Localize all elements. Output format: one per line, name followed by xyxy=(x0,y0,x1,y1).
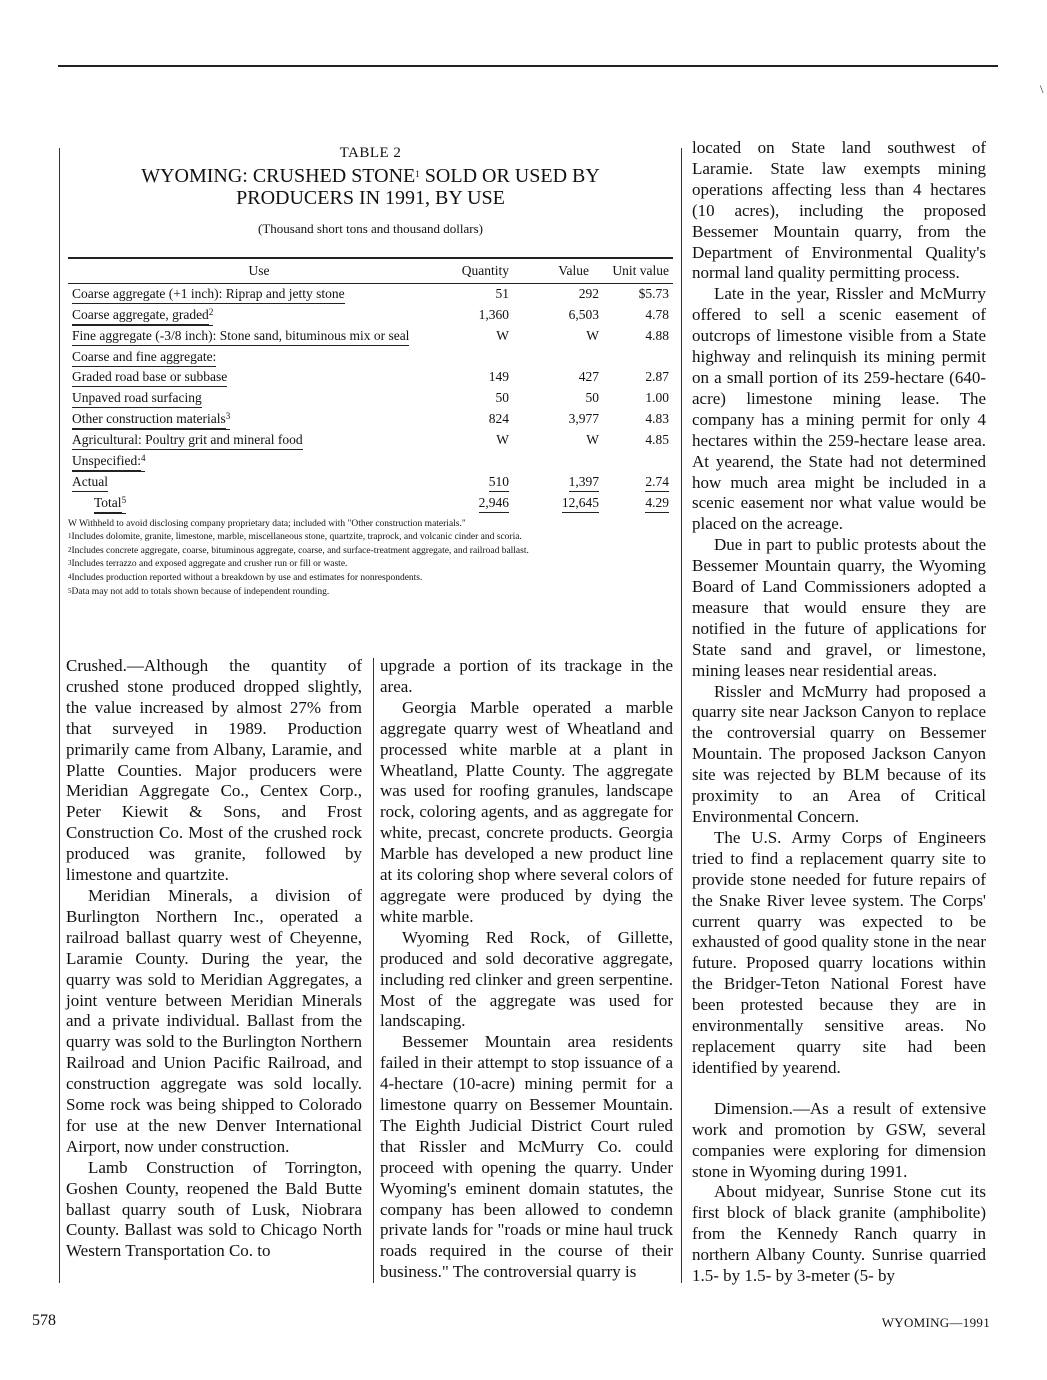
row-quantity: 51 xyxy=(495,286,509,301)
row-value: W xyxy=(586,431,599,447)
row-unit-value: 4.29 xyxy=(645,493,669,513)
page-number: 578 xyxy=(32,1312,56,1329)
row-value: 12,645 xyxy=(562,493,599,513)
footnote: $^5$Data may not add to totals shown because of independent rounding. xyxy=(68,586,330,597)
section-heading-crushed: Crushed. xyxy=(66,656,127,675)
row-use: Unspecified:$^4$ xyxy=(72,451,145,472)
row-quantity xyxy=(450,451,513,472)
row-quantity: 510 xyxy=(489,472,509,492)
column-rule-right xyxy=(681,148,682,1283)
row-unit-value: $5.73 xyxy=(638,286,669,301)
running-title: WYOMING—1991 xyxy=(881,1315,990,1330)
text-column-2 xyxy=(380,656,673,1283)
paragraph: About midyear, Sunrise Stone cut its first block of black granite (amphibolite) from the Kennedy Ranch quarry in northern Albany County. Sunrise quarried 1.5- by 1.5- by 3-meter (5- by xyxy=(692,1182,986,1286)
paragraph: Georgia Marble operated a marble aggregate quarry west of Wheatland and processed white marble at a plant in Wheatland, Platte County. The aggregate was used for roofing granules, landscape rock, coloring agents, and as aggregate for white, precast, concrete products. Georgia Marble has developed a new product line at its coloring shop where several colors of aggregate were produced by dying the white marble. xyxy=(380,697,673,926)
row-quantity xyxy=(450,347,513,368)
row-value: 427 xyxy=(578,369,599,385)
paragraph: Dimension.—As a result of extensive work and promotion by GSW, several companies were exploring for dimension stone in Wyoming during 1991. xyxy=(692,1098,986,1181)
table-row xyxy=(68,305,673,326)
row-use: Graded road base or subbase xyxy=(72,367,227,387)
row-use: Coarse and fine aggregate: xyxy=(72,347,216,367)
footnote: $^4$Includes production reported without a breakdown by use and estimates for nonrespondents. xyxy=(68,572,423,583)
table-title: WYOMING: CRUSHED STONE$^1$ SOLD OR USED BY PRODUCERS IN 1991, BY USE xyxy=(141,165,600,209)
row-value xyxy=(513,347,603,368)
header-use: Use xyxy=(68,258,450,284)
row-unit-value: 4.88 xyxy=(645,327,669,343)
text-column-3 xyxy=(692,138,986,1287)
table-row xyxy=(68,472,673,493)
row-value: 292 xyxy=(578,286,599,301)
footnote: $^1$Includes dolomite, granite, limestone, marble, miscellaneous stone, quartzite, traprock, and volcanic cinder and scoria. xyxy=(68,532,522,543)
table-total-row xyxy=(68,493,673,514)
paragraph: upgrade a portion of its trackage in the area. xyxy=(380,656,673,696)
table-row xyxy=(68,347,673,368)
row-unit-value: 2.87 xyxy=(645,369,669,385)
column-rule-center xyxy=(373,658,374,1283)
row-quantity: W xyxy=(496,431,509,447)
table-footnotes xyxy=(68,518,673,600)
paragraph: Crushed.—Although the quantity of crushed stone produced dropped slightly, the value increased by almost 27% from that surveyed in 1989. Production primarily came from Albany, Laramie, and Platte Counties. Major producers were Meridian Aggregate Co., Centex Corp., Peter Kiewit & Sons, and Frost Construction Co. Most of the crushed rock produced was granite, followed by limestone and quartzite. xyxy=(66,656,362,885)
paragraph: The U.S. Army Corps of Engineers tried to find a replacement quarry site to provide stone needed for future repairs of the Snake River levee system. The Corps' current quarry was expected to be exhausted of good quality stone in the near future. Proposed quarry locations within the Bridger-Teton National Forest have been protested because they are in environmentally sensitive areas. No replacement quarry site had been identified by yearend. xyxy=(692,827,986,1077)
data-table xyxy=(68,257,673,514)
table-row xyxy=(68,451,673,472)
row-unit-value xyxy=(603,347,673,368)
row-quantity: 149 xyxy=(488,369,509,385)
table-row xyxy=(68,409,673,430)
row-unit-value xyxy=(603,451,673,472)
paragraph: Lamb Construction of Torrington, Goshen County, reopened the Bald Butte ballast quarry south of Lusk, Niobrara County. Ballast was sold to Chicago North Western Transportation Co. to xyxy=(66,1157,362,1261)
paragraph: Wyoming Red Rock, of Gillette, produced and sold decorative aggregate, including red clinker and green serpentine. Most of the aggregate was used for landscaping. xyxy=(380,927,673,1031)
row-use: Coarse aggregate (+1 inch): Riprap and jetty stone xyxy=(72,284,345,304)
row-unit-value: 4.78 xyxy=(645,306,669,322)
row-quantity: 50 xyxy=(495,390,509,406)
row-unit-value: 4.85 xyxy=(645,431,669,447)
header-value: Value xyxy=(513,258,603,284)
row-unit-value: 1.00 xyxy=(645,390,669,406)
row-use: Agricultural: Poultry grit and mineral food xyxy=(72,430,303,450)
text-column-1 xyxy=(66,656,362,1262)
paragraph: Rissler and McMurry had proposed a quarry site near Jackson Canyon to replace the controversial quarry on Bessemer Mountain. The proposed Jackson Canyon site was rejected by BLM because of its proximity to an Area of Critical Environmental Concern. xyxy=(692,681,986,826)
row-use: Fine aggregate (-3/8 inch): Stone sand, bituminous mix or seal xyxy=(72,326,409,346)
row-unit-value: 2.74 xyxy=(645,472,669,492)
row-use: Coarse aggregate, graded$^2$ xyxy=(72,305,213,326)
row-quantity: 2,946 xyxy=(479,493,509,513)
paragraph: Meridian Minerals, a division of Burlington Northern Inc., operated a railroad ballast quarry west of Cheyenne, Laramie County. During the year, the quarry was sold to Meridian Aggregates, a joint venture between Meridian Minerals and a private individual. Ballast from the quarry was sold to the Burlington Northern Railroad and Union Pacific Railroad, and construction aggregate was sold locally. Some rock was being shipped to Colorado for use at the new Denver International Airport, now under construction. xyxy=(66,885,362,1156)
footnote: $^3$Includes terrazzo and exposed aggregate and crusher run or fill or waste. xyxy=(68,559,348,570)
table-label: TABLE 2 xyxy=(339,145,402,161)
table-2 xyxy=(68,145,673,599)
paragraph: Bessemer Mountain area residents failed in their attempt to stop issuance of a 4-hectare (10-acre) mining permit for a limestone quarry on Bessemer Mountain. The Eighth Judicial District Court ruled that Rissler and McMurry Co. could proceed with opening the quarry. Under Wyoming's eminent domain statutes, the company has been allowed to condemn private lands for "roads or mine haul truck roads required in the course of their business." The controversial quarry is xyxy=(380,1032,673,1282)
table-row xyxy=(68,367,673,388)
row-value: 3,977 xyxy=(568,411,599,427)
row-unit-value: 4.83 xyxy=(645,411,669,427)
row-quantity: 824 xyxy=(488,411,509,427)
column-rule-left xyxy=(59,148,60,1283)
row-value: 1,397 xyxy=(569,472,599,492)
row-use: Other construction materials$^3$ xyxy=(72,409,230,430)
top-rule xyxy=(58,65,998,67)
footnote: $^2$Includes concrete aggregate, coarse, bituminous aggregate, coarse, and surface-treatment aggregate, and railroad ballast. xyxy=(68,545,529,556)
table-row xyxy=(68,326,673,347)
footnote: W Withheld to avoid disclosing company proprietary data; included with "Other construction materials." xyxy=(68,518,466,529)
row-value: 50 xyxy=(585,390,599,406)
paragraph: Due in part to public protests about the Bessemer Mountain quarry, the Wyoming Board of Land Commissioners adopted a measure that would ensure they are notified in the future of applications for State sand and gravel, or limestone, mining leases near residential areas. xyxy=(692,535,986,680)
row-use: Actual xyxy=(72,472,108,492)
row-use: Unpaved road surfacing xyxy=(72,388,202,408)
row-value: 6,503 xyxy=(568,306,599,322)
table-row xyxy=(68,388,673,409)
row-use: Total$^5$ xyxy=(94,493,126,514)
section-heading-dimension: Dimension. xyxy=(714,1098,793,1118)
header-unit-value: Unit value xyxy=(603,258,673,284)
table-row xyxy=(68,284,673,305)
table-units: (Thousand short tons and thousand dollars) xyxy=(258,221,483,236)
corner-mark: \ xyxy=(1040,82,1044,96)
paragraph: located on State land southwest of Laramie. State law exempts mining operations affecting less than 4 hectares (10 acres), including the proposed Bessemer Mountain quarry, from the Department of Environmental Quality's normal land quality permitting process. xyxy=(692,138,986,283)
row-value: W xyxy=(586,327,599,343)
row-quantity: 1,360 xyxy=(478,306,509,322)
table-header-row xyxy=(68,258,673,284)
row-value xyxy=(513,451,603,472)
row-quantity: W xyxy=(496,327,509,343)
table-row xyxy=(68,430,673,451)
paragraph: Late in the year, Rissler and McMurry offered to sell a scenic easement of outcrops of limestone visible from a State highway and relinquish its mining permit on a small portion of its 259-hectare (640-acre) limestone mining lease. The company has a mining permit for only 4 hectares within the 259-hectare lease area. At yearend, the State had not determined how much area might be included in a scenic easement nor what value would be placed on the acreage. xyxy=(692,284,986,534)
header-quantity: Quantity xyxy=(450,258,513,284)
